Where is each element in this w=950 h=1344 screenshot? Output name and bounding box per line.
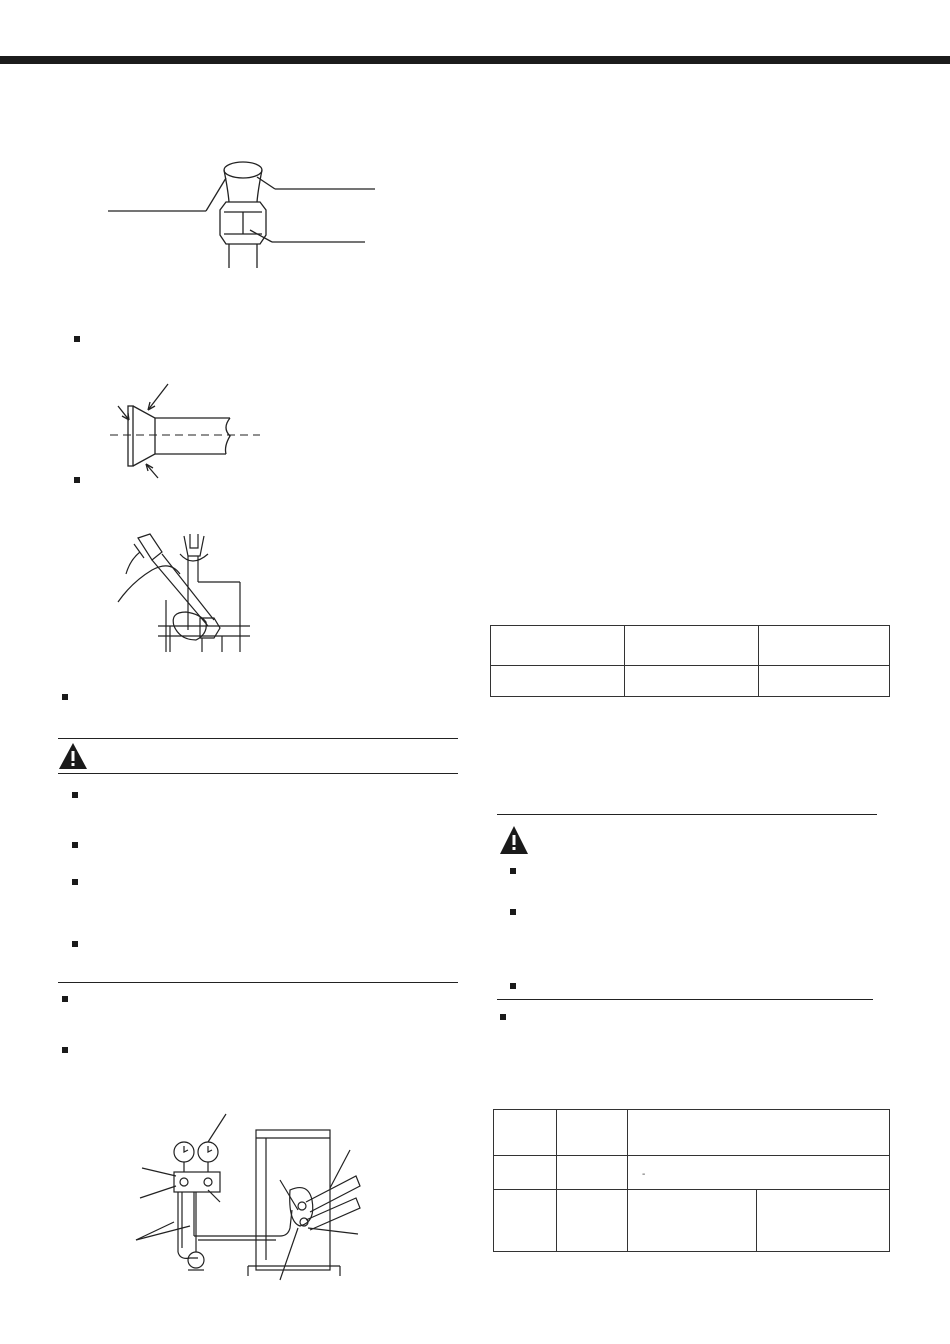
gauge-manifold-figure <box>130 1110 370 1285</box>
warning-box-bottom-rule <box>497 999 873 1000</box>
table-cell <box>625 666 759 697</box>
flare-nut-figure <box>100 150 390 275</box>
bullet-marker <box>62 694 68 700</box>
table-cell <box>759 666 890 697</box>
table-cell <box>557 1190 628 1252</box>
table-mark: - <box>642 1168 646 1180</box>
table-cell <box>494 1190 557 1252</box>
warning-triangle-icon <box>58 742 88 770</box>
table-cell <box>491 626 625 666</box>
bullet-marker <box>72 941 78 947</box>
table-cell <box>628 1110 890 1156</box>
spec-table-1 <box>490 625 890 697</box>
bullet-marker <box>72 842 78 848</box>
table-cell <box>757 1190 890 1252</box>
table-row <box>491 666 890 697</box>
table-cell <box>494 1156 557 1190</box>
table-row <box>491 626 890 666</box>
bullet-marker <box>510 983 516 989</box>
warning-box-header-rule <box>58 773 458 774</box>
table-cell <box>494 1110 557 1156</box>
warning-box-top-rule <box>58 738 458 739</box>
bullet-marker <box>74 477 80 483</box>
bullet-marker <box>510 909 516 915</box>
bullet-marker <box>62 996 68 1002</box>
bullet-marker <box>72 792 78 798</box>
bullet-marker <box>510 868 516 874</box>
spec-table-2 <box>493 1109 890 1252</box>
warning-triangle-icon <box>499 825 529 855</box>
table-cell <box>491 666 625 697</box>
top-rule <box>0 56 950 64</box>
bullet-marker <box>72 879 78 885</box>
bullet-marker <box>62 1047 68 1053</box>
table-cell <box>625 626 759 666</box>
bullet-marker <box>74 336 80 342</box>
warning-box-bottom-rule <box>58 982 458 983</box>
table-row <box>494 1156 890 1190</box>
wrench-tightening-figure <box>110 530 270 660</box>
table-cell <box>557 1110 628 1156</box>
table-cell <box>759 626 890 666</box>
table-row <box>494 1190 890 1252</box>
warning-box-top-rule <box>497 814 877 815</box>
table-cell <box>557 1156 628 1190</box>
flare-end-figure <box>110 380 270 480</box>
table-cell <box>628 1190 757 1252</box>
table-row <box>494 1110 890 1156</box>
table-cell <box>628 1156 890 1190</box>
bullet-marker <box>500 1014 506 1020</box>
